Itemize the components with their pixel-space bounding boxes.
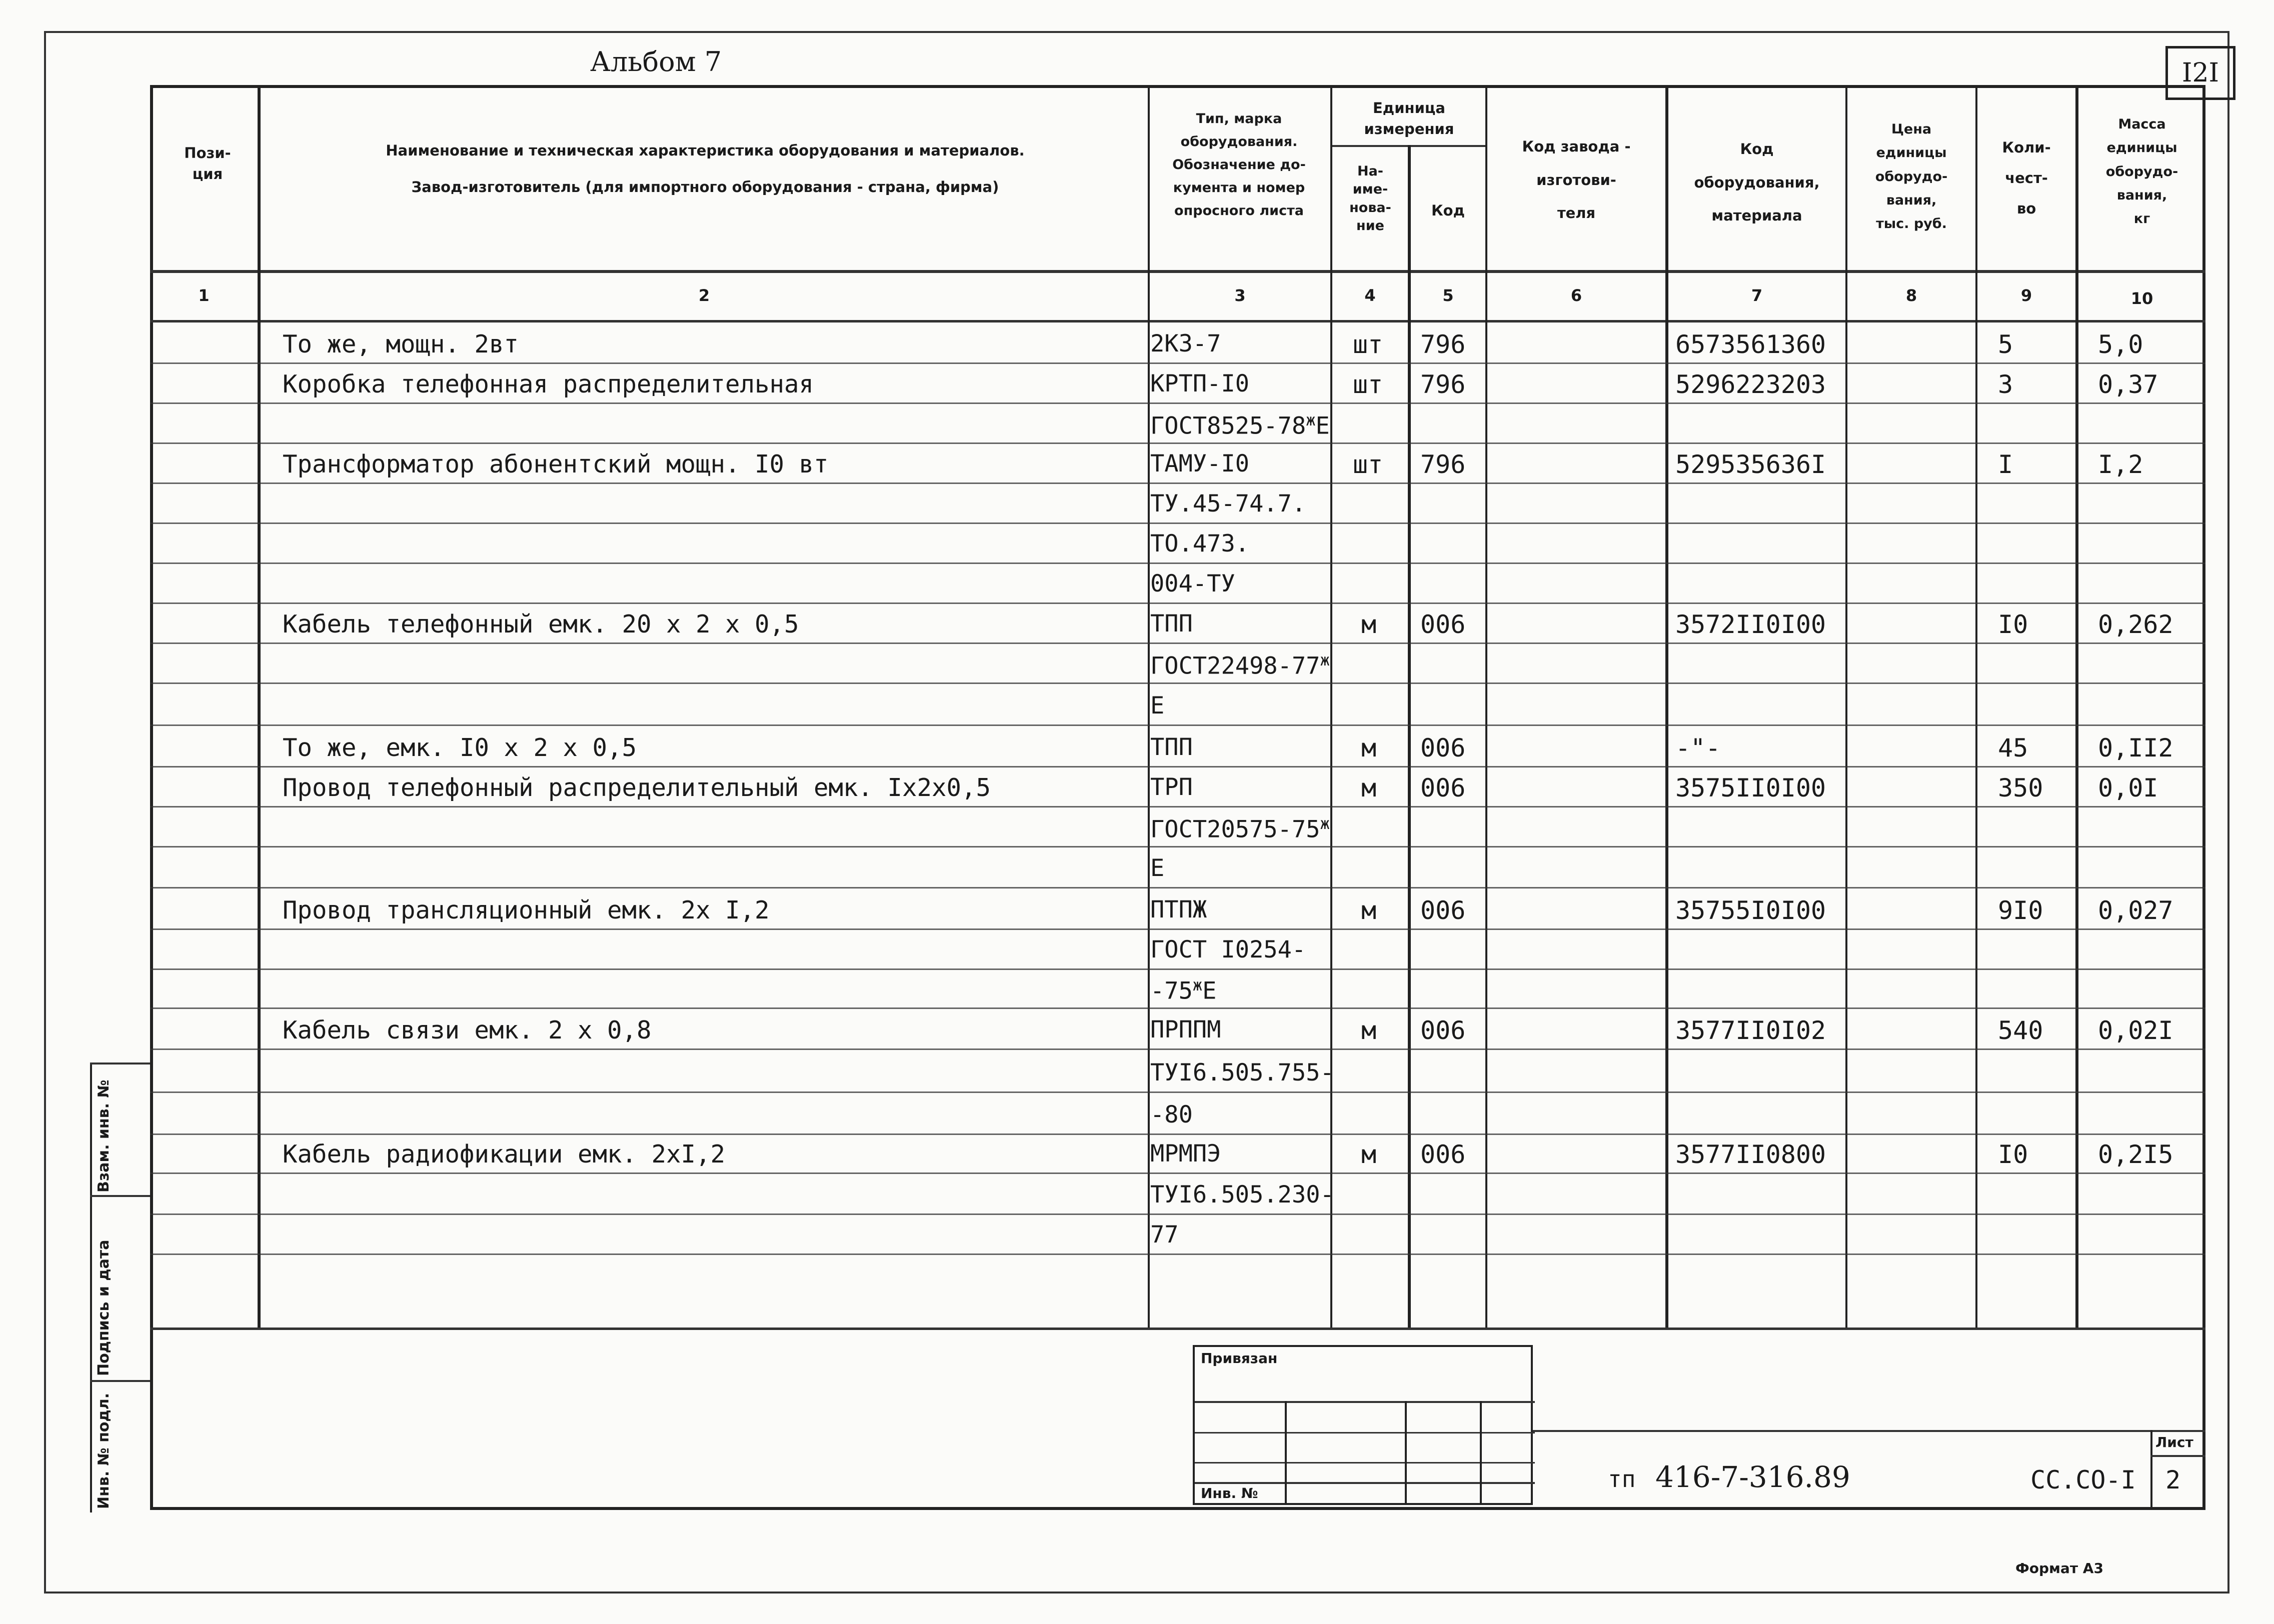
- header-unit-code: Код: [1431, 202, 1465, 219]
- row-line: [150, 724, 2205, 726]
- row-qty: 9I0: [1998, 896, 2043, 925]
- row-unit: шт: [1353, 330, 1383, 359]
- header-factory-code: Код завода - изготови- теля: [1522, 138, 1631, 222]
- row-type: $ГОСТ20575-75^ж$: [1150, 814, 1330, 844]
- row-line: [150, 562, 2205, 564]
- row-code: 3577II0800: [1675, 1140, 1826, 1169]
- row-mass: 0,262: [2098, 610, 2173, 639]
- row-line: [150, 928, 2205, 930]
- header-unit: Единица измерения: [1364, 100, 1454, 138]
- row-mass: 0,37: [2098, 370, 2158, 399]
- titleblock-top: [1533, 1430, 2205, 1432]
- row-type: ТУI6.505.230-: [1150, 1181, 1334, 1208]
- row-unit: м: [1361, 1016, 1377, 1045]
- stamp-line: [1285, 1401, 1287, 1505]
- row-line: [150, 806, 2205, 808]
- row-type: 004-ТУ: [1150, 570, 1235, 598]
- row-line: [150, 1092, 2205, 1093]
- col-line: [258, 85, 261, 1330]
- titleblock-sheet-line: [2150, 1455, 2205, 1457]
- header-unit-name: На- име- нова- ние: [1349, 164, 1391, 234]
- doc-code: 416-7-316.89: [1655, 1460, 1850, 1494]
- col-line: [2075, 85, 2078, 1330]
- row-type: Е: [1150, 854, 1165, 882]
- colnum-1: 1: [198, 286, 210, 305]
- row-qty: 45: [1998, 734, 2028, 762]
- row-name: То же, емк. I0 х 2 х 0,5: [283, 734, 637, 762]
- row-mass: 0,02I: [2098, 1016, 2173, 1045]
- header-bottom-line: [150, 270, 2205, 273]
- colnum-7: 7: [1751, 286, 1763, 305]
- col-line: [1975, 85, 1977, 1330]
- row-type-superscript: ж: [1320, 650, 1330, 670]
- format-label: Формат А3: [2015, 1560, 2103, 1576]
- stamp-line: [1195, 1462, 1535, 1464]
- doc-prefix: тп: [1608, 1466, 1636, 1492]
- row-unit: шт: [1353, 370, 1383, 399]
- row-unit-code: 006: [1420, 896, 1466, 925]
- row-unit-code: 006: [1420, 610, 1466, 639]
- row-line: [150, 682, 2205, 684]
- row-mass: 0,2I5: [2098, 1140, 2173, 1169]
- row-unit-code: 796: [1420, 330, 1466, 359]
- row-qty: 5: [1998, 330, 2013, 359]
- row-type: 77: [1150, 1221, 1179, 1248]
- row-mass: 0,027: [2098, 896, 2173, 925]
- side-strip-line: [90, 1062, 92, 1512]
- row-type-tail: Е: [1202, 977, 1217, 1005]
- row-qty: 540: [1998, 1016, 2043, 1045]
- colnum-2: 2: [698, 286, 710, 305]
- row-qty: 3: [1998, 370, 2013, 399]
- row-type: $ГОСТ8525-78^жЕ$: [1150, 410, 1330, 440]
- row-name: Провод трансляционный емк. 2х I,2: [283, 896, 770, 924]
- col-line: [1408, 145, 1411, 1330]
- row-code: 3572II0I00: [1675, 610, 1826, 639]
- row-type-tail: Е: [1315, 412, 1330, 440]
- col-line: [1845, 85, 1847, 1330]
- row-name: Кабель радиофикации емк. 2хI,2: [283, 1140, 726, 1168]
- side-label-inv: Инв. № подл.: [95, 1392, 113, 1509]
- table-bottom-line: [150, 1328, 2205, 1330]
- row-code: 5296223203: [1675, 370, 1826, 399]
- row-mass: 0,0I: [2098, 774, 2158, 802]
- row-mass: 5,0: [2098, 330, 2143, 359]
- row-line: [150, 1254, 2205, 1255]
- row-type: ПТПЖ: [1150, 896, 1207, 924]
- row-name: То же, мощн. 2вт: [283, 330, 519, 358]
- row-type: -80: [1150, 1101, 1193, 1128]
- stamp-line: [1195, 1401, 1535, 1403]
- row-type-superscript: ж: [1306, 410, 1316, 430]
- row-name: Коробка телефонная распределительная: [283, 370, 814, 398]
- sheet-label: Лист: [2155, 1434, 2193, 1450]
- side-label-signature: Подпись и дата: [95, 1240, 113, 1376]
- sheet-number: 2: [2165, 1466, 2181, 1494]
- col-line: [1330, 85, 1332, 1330]
- row-type: МРМПЭ: [1150, 1140, 1221, 1168]
- row-unit-code: 796: [1420, 370, 1466, 399]
- row-code: 3577II0I02: [1675, 1016, 1826, 1045]
- row-code: 3575II0I00: [1675, 774, 1826, 802]
- row-line: [150, 482, 2205, 484]
- row-unit: м: [1361, 610, 1377, 639]
- row-name: Кабель телефонный емк. 20 х 2 х 0,5: [283, 610, 799, 638]
- row-line: [150, 1134, 2205, 1135]
- row-qty: 350: [1998, 774, 2043, 802]
- header-equipment-code: Код оборудования, материала: [1694, 140, 1820, 224]
- col-line: [1148, 85, 1150, 1330]
- stamp-line: [1480, 1401, 1482, 1505]
- stamp-inv-no: Инв. №: [1201, 1485, 1258, 1502]
- stamp-line: [1405, 1401, 1407, 1505]
- row-type: КРТП-I0: [1150, 370, 1250, 398]
- row-type: $-75^жЕ$: [1150, 976, 1217, 1005]
- row-unit-code: 006: [1420, 1016, 1466, 1045]
- row-name: Трансформатор абонентский мощн. I0 вт: [283, 450, 829, 478]
- colnum-5: 5: [1442, 286, 1454, 305]
- row-type: ТАМУ-I0: [1150, 450, 1250, 478]
- col-line: [1665, 85, 1668, 1330]
- colnum-9: 9: [2020, 286, 2032, 305]
- row-code: 529535636I: [1675, 450, 1826, 479]
- colnum-6: 6: [1570, 286, 1582, 305]
- row-unit-code: 006: [1420, 734, 1466, 762]
- row-type: ТРП: [1150, 774, 1193, 801]
- colnum-4: 4: [1364, 286, 1376, 305]
- header-mass: Масса единицы оборудо- вания, кг: [2105, 116, 2178, 226]
- side-label-replace: Взам. инв. №: [95, 1080, 113, 1192]
- row-qty: I: [1998, 450, 2013, 479]
- row-type: ТО.473.: [1150, 530, 1250, 558]
- row-unit-code: 796: [1420, 450, 1466, 479]
- row-type: ТПП: [1150, 734, 1193, 761]
- row-code: 6573561360: [1675, 330, 1826, 359]
- row-unit-code: 006: [1420, 1140, 1466, 1169]
- row-type-superscript: ж: [1192, 976, 1203, 994]
- stamp-line: [1195, 1432, 1535, 1434]
- row-line: [150, 642, 2205, 644]
- row-code: 35755I0I00: [1675, 896, 1826, 925]
- side-strip-line: [90, 1380, 150, 1382]
- row-name: Провод телефонный распределительный емк. Iх2х0,5: [283, 774, 991, 802]
- row-unit: шт: [1353, 450, 1383, 479]
- row-unit-code: 006: [1420, 774, 1466, 802]
- row-line: [150, 1008, 2205, 1009]
- colnum-3: 3: [1234, 286, 1246, 305]
- row-line: [150, 968, 2205, 970]
- row-line: [150, 362, 2205, 364]
- row-type: ТУ.45-74.7.: [1150, 490, 1306, 518]
- row-line: [150, 1048, 2205, 1050]
- row-type: $ГОСТ22498-77^ж$: [1150, 650, 1330, 680]
- row-line: [150, 846, 2205, 848]
- row-line: [150, 766, 2205, 768]
- album-title: Альбом 7: [590, 46, 722, 78]
- header-price: Цена единицы оборудо- вания, тыс. руб.: [1875, 122, 1948, 232]
- side-strip-line: [90, 1195, 150, 1197]
- header-position: Пози- ция: [184, 144, 231, 183]
- row-code: -"-: [1675, 734, 1721, 762]
- row-line: [150, 1214, 2205, 1215]
- colnum-bottom-line: [150, 320, 2205, 322]
- row-mass: 0,II2: [2098, 734, 2173, 762]
- row-type: ТПП: [1150, 610, 1193, 638]
- header-type: Тип, марка оборудования. Обозначение до- кумента и номер опросного листа: [1172, 111, 1306, 218]
- row-unit: м: [1361, 1140, 1377, 1169]
- row-type-superscript: ж: [1320, 814, 1330, 833]
- binding-stamp: [1193, 1345, 1533, 1505]
- row-type: ПРППМ: [1150, 1016, 1221, 1044]
- row-type: ТУI6.505.755-: [1150, 1059, 1334, 1086]
- stamp-privyazan: Привязан: [1201, 1350, 1278, 1366]
- row-line: [150, 522, 2205, 524]
- colnum-8: 8: [1905, 286, 1917, 305]
- header-name: Наименование и техническая характеристика оборудования и материалов. Завод-изготовитель (для импортного оборудования - страна, фирма): [386, 142, 1025, 196]
- row-line: [150, 402, 2205, 404]
- row-line: [150, 602, 2205, 604]
- row-mass: I,2: [2098, 450, 2143, 479]
- row-type: ГОСТ I0254-: [1150, 936, 1306, 964]
- side-strip-line: [90, 1062, 150, 1064]
- titleblock-sheet-line: [2150, 1430, 2152, 1510]
- sheet-code: СС.СО-I: [2030, 1466, 2136, 1494]
- row-line: [150, 887, 2205, 888]
- row-line: [150, 1172, 2205, 1174]
- row-type: 2КЗ-7: [1150, 330, 1221, 358]
- page-number: I2I: [2165, 46, 2235, 100]
- row-unit: м: [1361, 734, 1377, 762]
- row-qty: I0: [1998, 1140, 2028, 1169]
- header-quantity: Коли- чест- во: [2002, 139, 2051, 217]
- row-name: Кабель связи емк. 2 х 0,8: [283, 1016, 652, 1044]
- row-unit: м: [1361, 774, 1377, 802]
- row-type: Е: [1150, 692, 1165, 720]
- col-line: [1485, 85, 1487, 1330]
- row-qty: I0: [1998, 610, 2028, 639]
- stamp-line: [1195, 1482, 1535, 1484]
- colnum-10: 10: [2130, 289, 2153, 308]
- row-line: [150, 442, 2205, 444]
- row-unit: м: [1361, 896, 1377, 925]
